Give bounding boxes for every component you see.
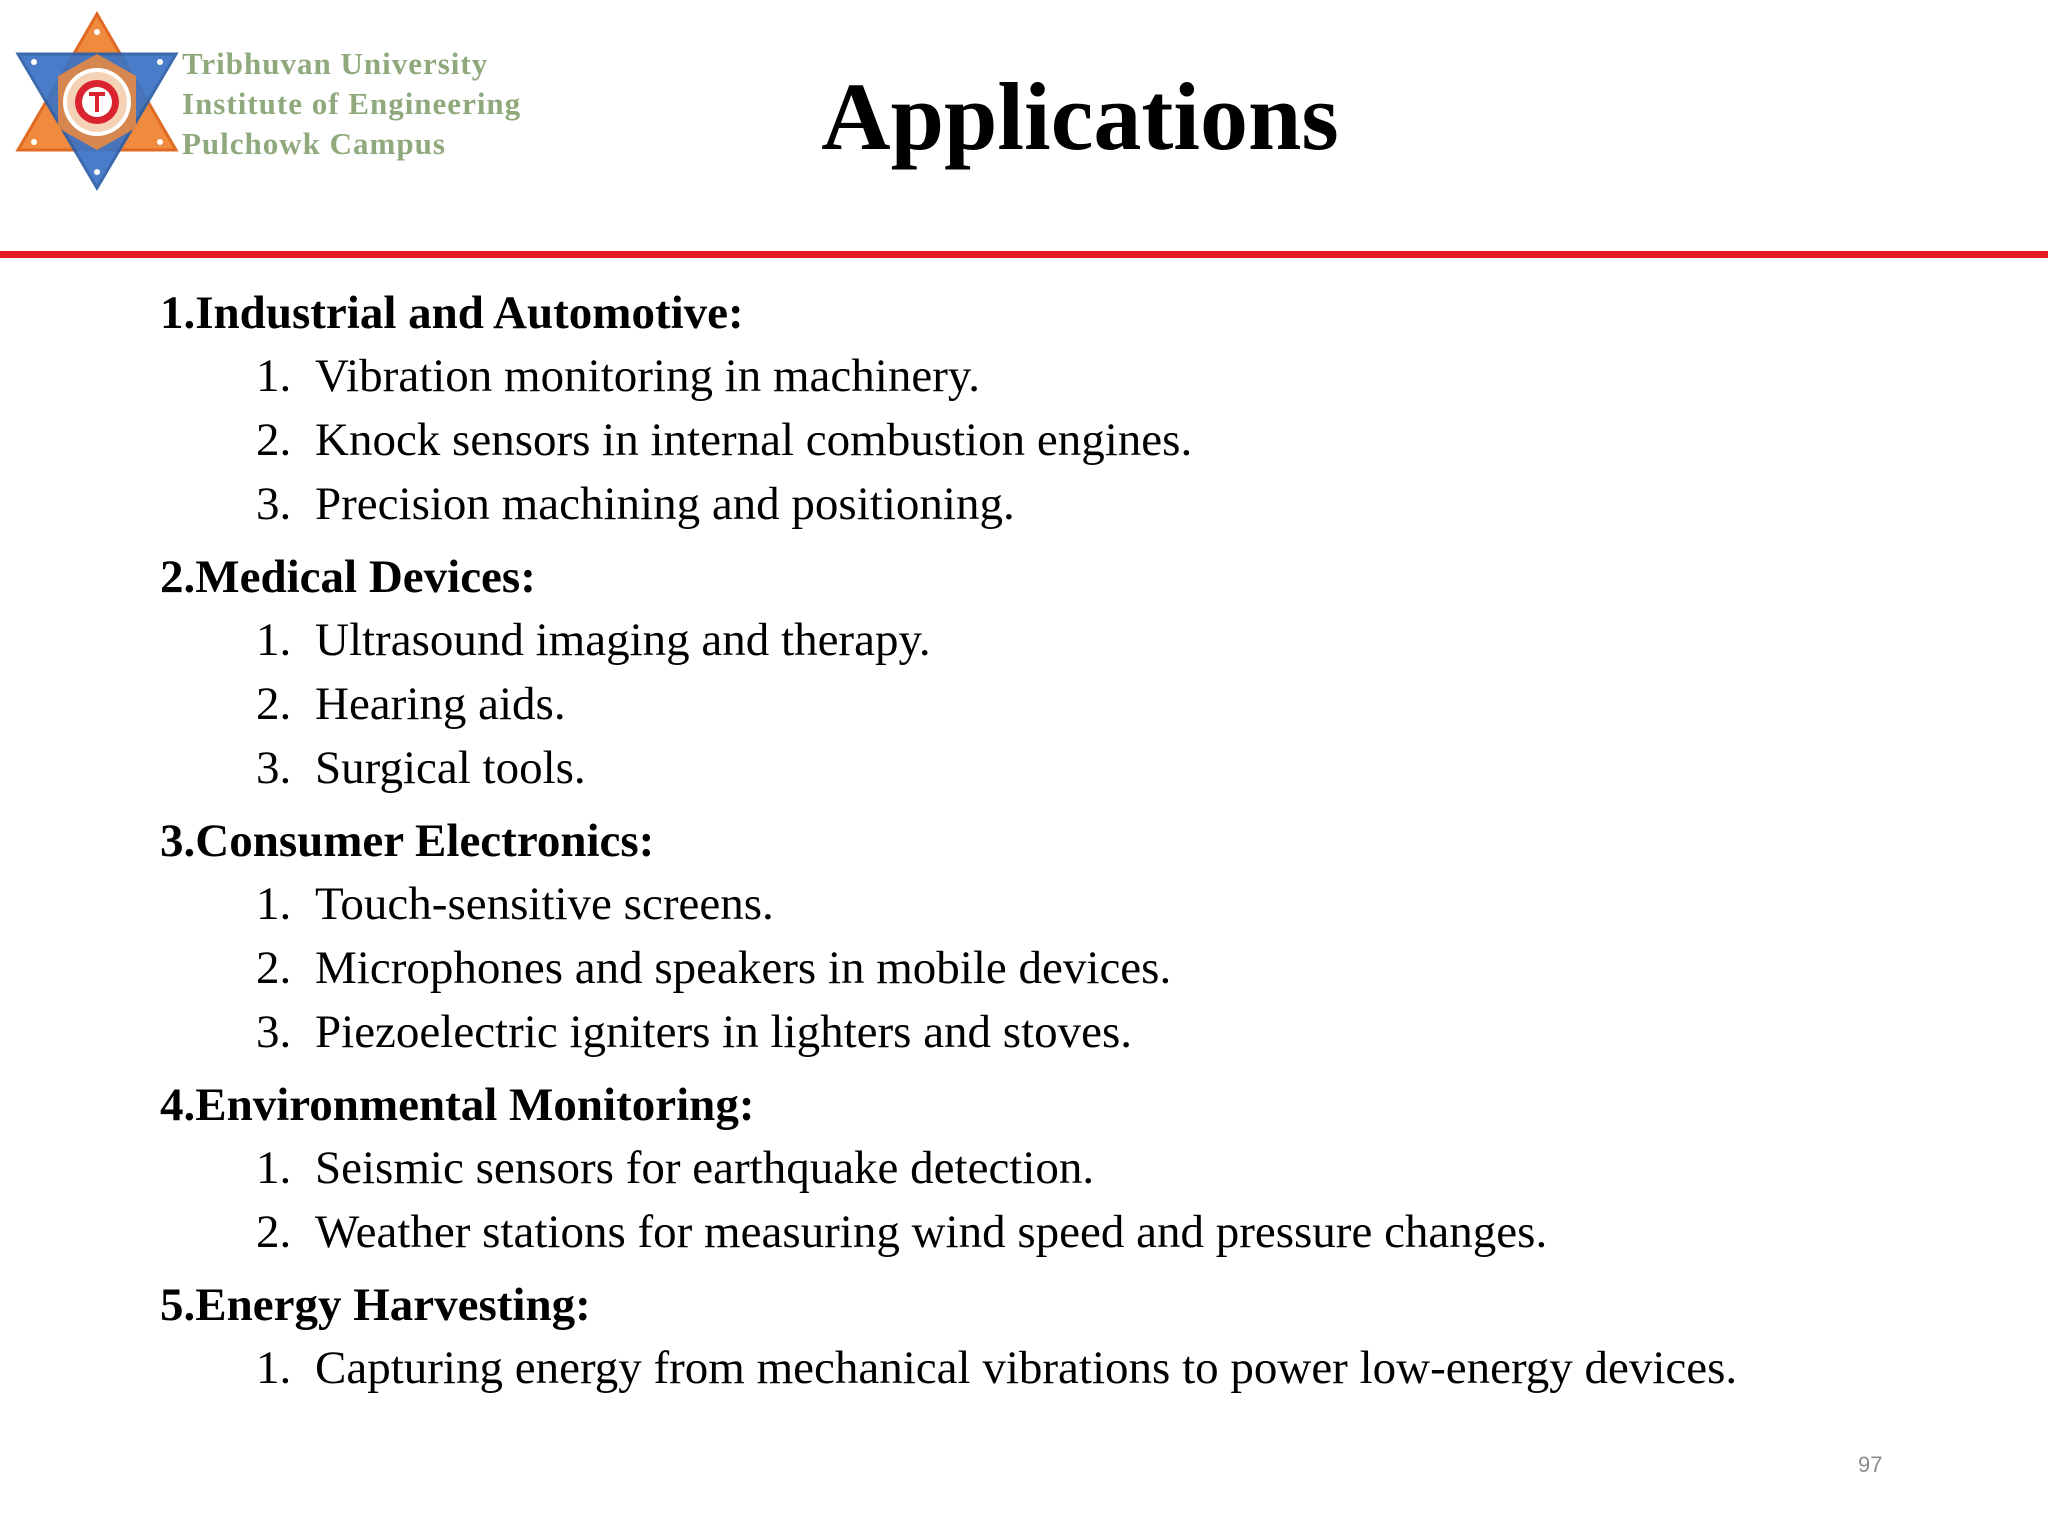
list-item [160,1136,1960,1200]
institution-name [182,44,521,164]
item-text: Precision machining and positioning. [315,478,1015,530]
item-text: Microphones and speakers in mobile devices. [315,942,1172,994]
item-text: Seismic sensors for earthquake detection. [315,1142,1095,1194]
item-number: 3. [256,742,292,794]
item-number: 3. [256,478,292,530]
slide-title: Applications [821,63,1339,170]
item-text: Ultrasound imaging and therapy. [315,614,931,666]
section-title: 3.Consumer Electronics: [160,815,655,867]
item-number: 2. [256,414,292,466]
item-text: Capturing energy from mechanical vibrations to power low-energy devices. [315,1342,1738,1394]
item-number: 1. [256,350,292,402]
list-item [160,608,1960,672]
item-number: 2. [256,942,292,994]
section-title: 5.Energy Harvesting: [160,1279,591,1331]
section-title: 1.Industrial and Automotive: [160,287,744,339]
item-text: Hearing aids. [315,678,566,730]
section-consumer-electronics [160,810,1960,1064]
institution-logo-block [10,8,570,193]
section-items [160,344,1960,536]
item-text: Touch-sensitive screens. [315,878,774,930]
list-item [160,344,1960,408]
section-items [160,1336,1960,1400]
item-number: 2. [256,1206,292,1258]
item-text: Piezoelectric igniters in lighters and stoves. [315,1006,1133,1058]
section-items [160,608,1960,800]
section-medical-devices [160,546,1960,800]
list-item [160,408,1960,472]
institution-line: Pulchowk Campus [182,126,446,161]
list-item [160,472,1960,536]
item-text: Weather stations for measuring wind speed and pressure changes. [315,1206,1548,1258]
section-environmental-monitoring [160,1074,1960,1264]
institution-line: Institute of Engineering [182,86,522,121]
list-item [160,672,1960,736]
list-item [160,1200,1960,1264]
university-emblem-icon [12,10,182,192]
section-title: 4.Environmental Monitoring: [160,1079,755,1131]
item-number: 3. [256,1006,292,1058]
section-items [160,872,1960,1064]
section-items [160,1136,1960,1264]
list-item [160,872,1960,936]
item-number: 1. [256,878,292,930]
item-text: Knock sensors in internal combustion engines. [315,414,1193,466]
item-text: Vibration monitoring in machinery. [315,350,981,402]
item-number: 1. [256,1142,292,1194]
list-item [160,736,1960,800]
institution-line: Tribhuvan University [182,46,489,81]
item-number: 2. [256,678,292,730]
header-divider [0,251,2048,258]
list-item [160,936,1960,1000]
item-text: Surgical tools. [315,742,586,794]
slide-content [160,282,1960,1410]
item-number: 1. [256,614,292,666]
list-item [160,1000,1960,1064]
page-number: 97 [1858,1452,1883,1477]
list-item [160,1336,1960,1400]
item-number: 1. [256,1342,292,1394]
section-industrial-automotive [160,282,1960,536]
section-energy-harvesting [160,1274,1960,1400]
section-title: 2.Medical Devices: [160,551,536,603]
